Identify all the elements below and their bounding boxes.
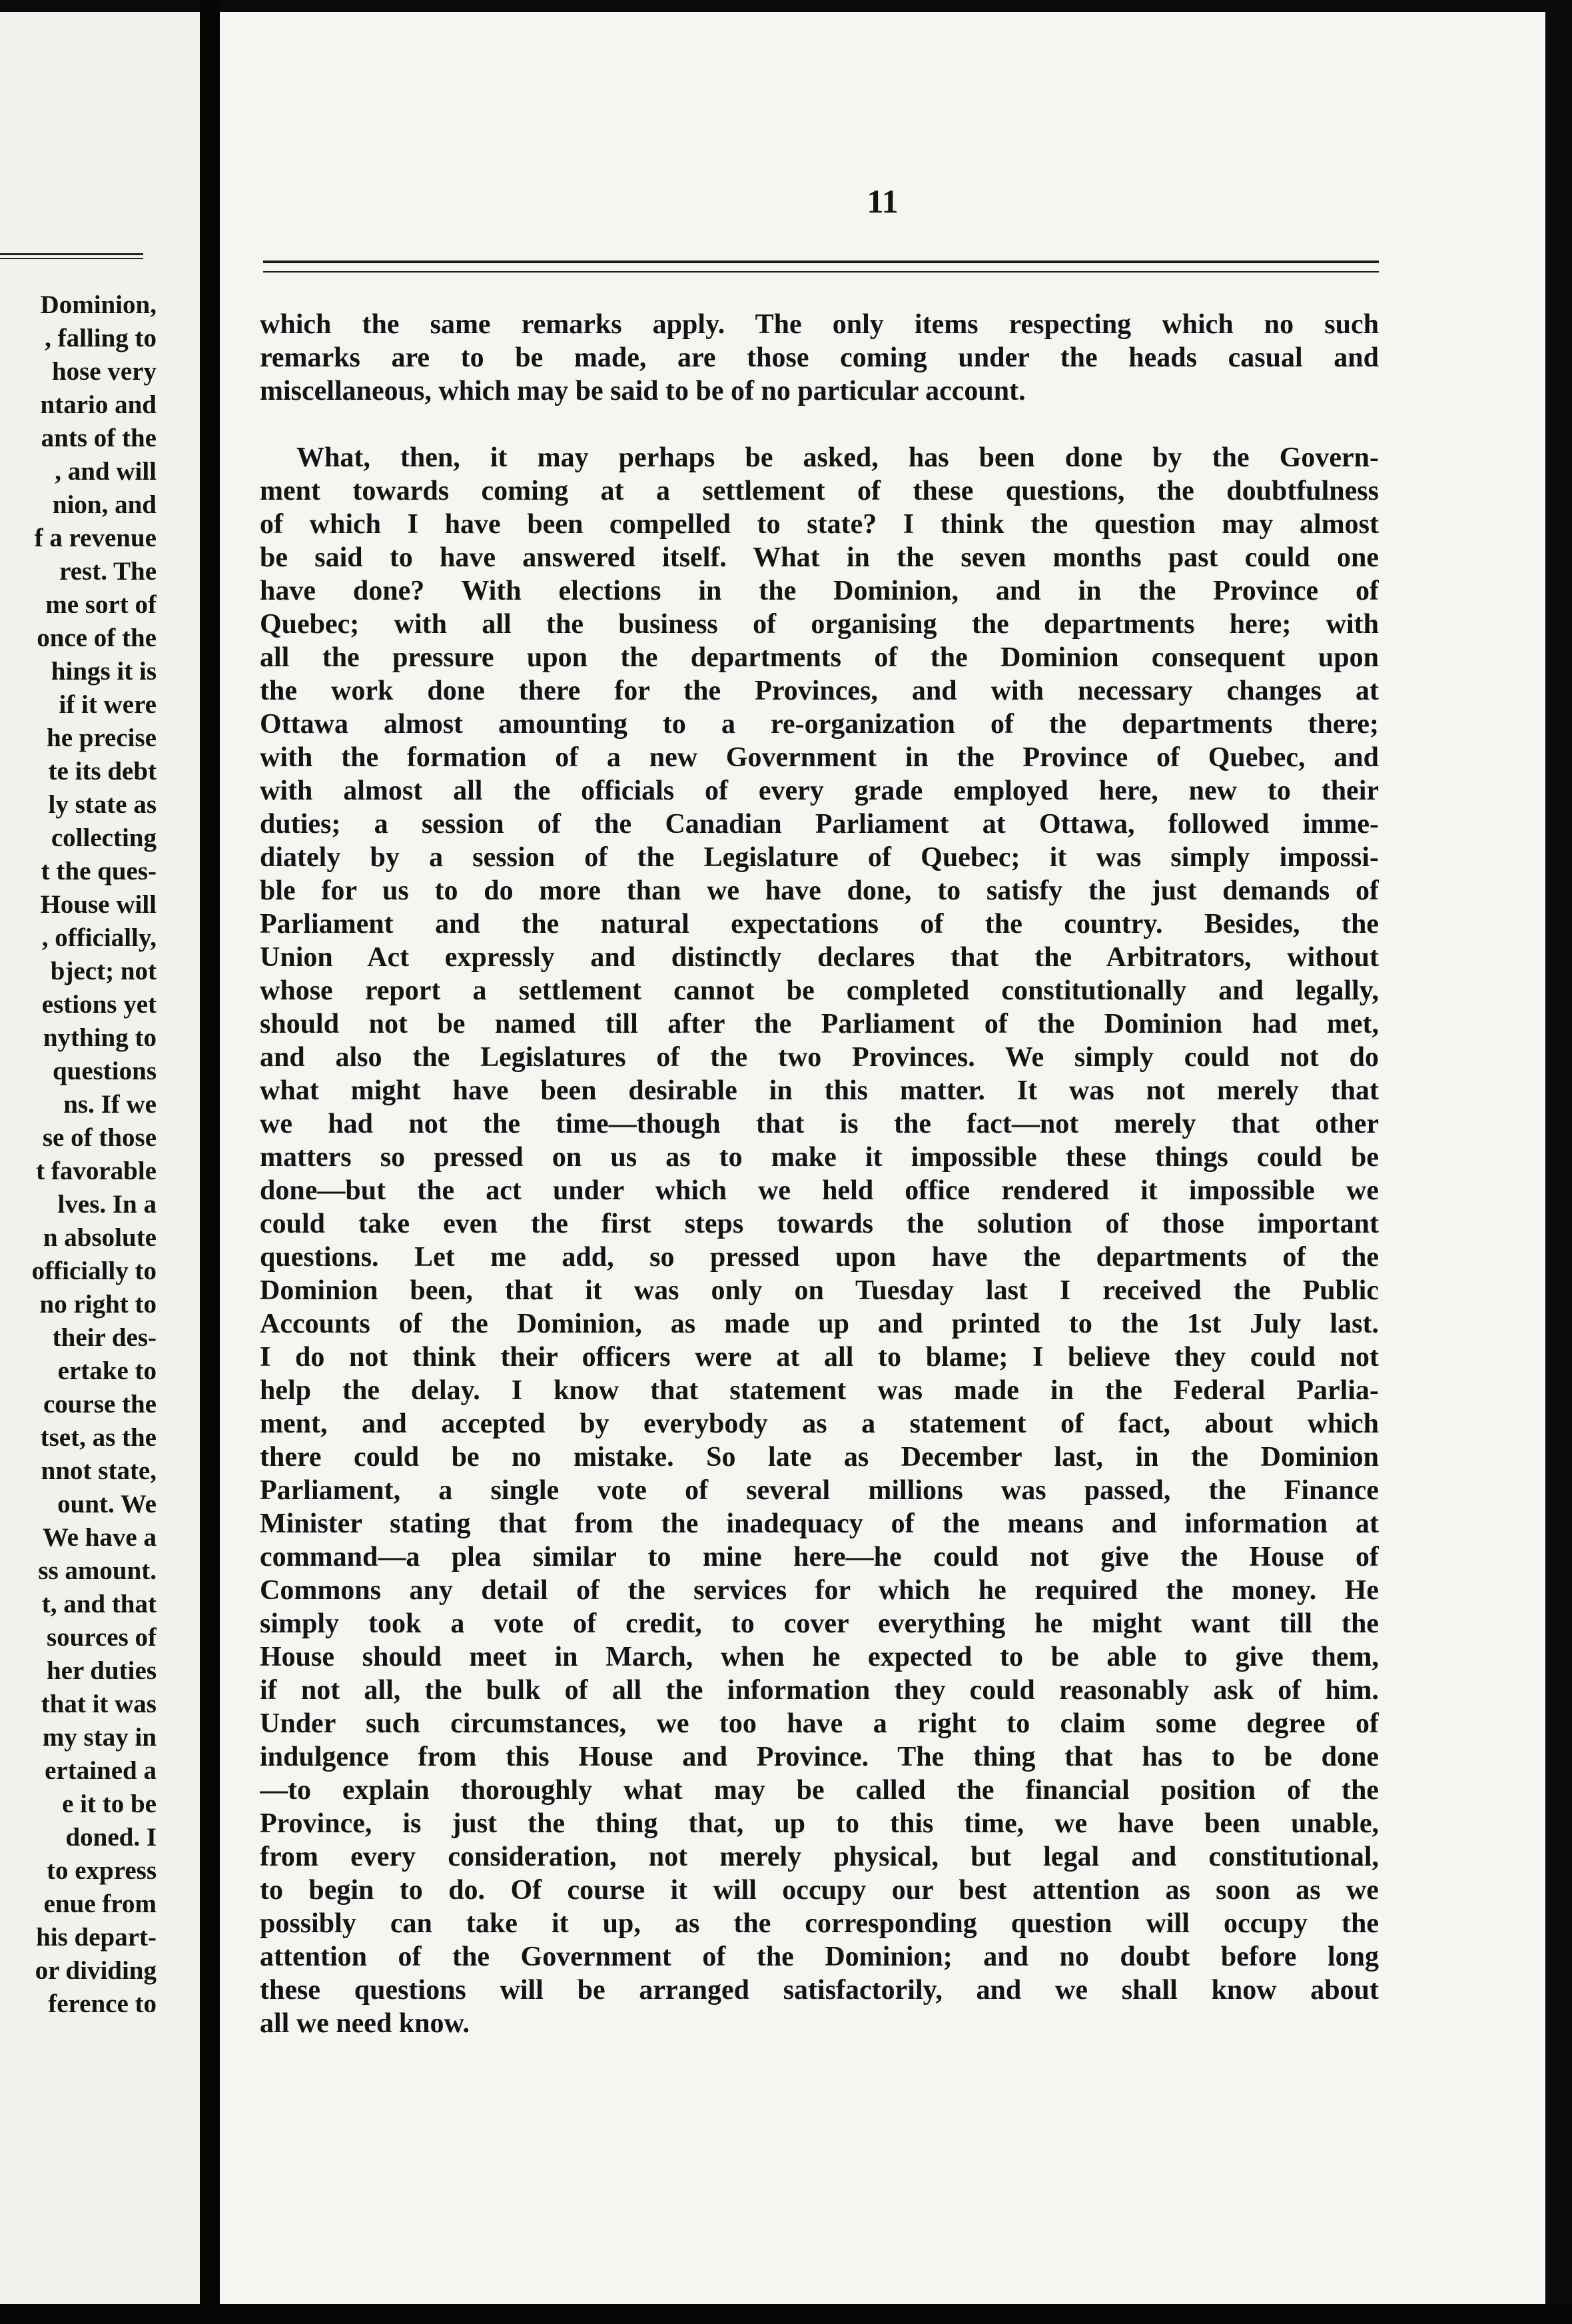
- text-line: Accounts of the Dominion, as made up and printed to the 1st July last.: [260, 1309, 1379, 1339]
- text-line: done—but the act under which we held office rendered it impossible we: [260, 1175, 1379, 1206]
- facing-page-line: ntario and: [40, 390, 157, 419]
- scan-border-right: [1545, 0, 1572, 2324]
- facing-page-line: ertained a: [45, 1756, 157, 1785]
- facing-page-line: once of the: [37, 624, 157, 652]
- facing-page-line: collecting: [51, 824, 157, 852]
- facing-page-line: sources of: [46, 1623, 157, 1652]
- facing-page-line: officially to: [31, 1257, 157, 1285]
- header-rule-thin: [263, 271, 1379, 273]
- facing-page-line: t, and that: [41, 1590, 157, 1618]
- facing-page-line: or dividing: [35, 1956, 157, 1985]
- facing-page-line: his depart-: [36, 1923, 157, 1952]
- page-number: 11: [867, 183, 899, 220]
- text-line: ment towards coming at a settlement of these questions, the doubtfulness: [260, 476, 1379, 506]
- text-line: with almost all the officials of every grade employed here, new to their: [260, 776, 1379, 806]
- text-line: Parliament, a single vote of several millions was passed, the Finance: [260, 1475, 1379, 1506]
- facing-page-line: Dominion,: [40, 290, 157, 319]
- facing-page-line: her duties: [46, 1656, 157, 1685]
- facing-page-line: nything to: [43, 1023, 157, 1052]
- text-line: Quebec; with all the business of organising the departments here; with: [260, 609, 1379, 640]
- facing-page-line: hings it is: [51, 657, 157, 686]
- text-line: there could be no mistake. So late as December last, in the Dominion: [260, 1442, 1379, 1472]
- text-line: what might have been desirable in this matter. It was not merely that: [260, 1075, 1379, 1106]
- text-line: could take even the first steps towards the solution of those important: [260, 1209, 1379, 1239]
- text-line: What, then, it may perhaps be asked, has been done by the Govern-: [296, 442, 1379, 473]
- facing-page-line: rest. The: [59, 557, 157, 586]
- text-line: help the delay. I know that statement was made in the Federal Parlia-: [260, 1375, 1379, 1406]
- text-line: questions. Let me add, so pressed upon have the departments of the: [260, 1242, 1379, 1273]
- text-line: be said to have answered itself. What in the seven months past could one: [260, 542, 1379, 573]
- facing-page-line: We have a: [42, 1523, 157, 1552]
- facing-page-line: no right to: [39, 1290, 157, 1319]
- facing-page-line: their des-: [52, 1323, 157, 1352]
- text-line: should not be named till after the Parliament of the Dominion had met,: [260, 1009, 1379, 1039]
- text-line: whose report a settlement cannot be completed constitutionally and legally,: [260, 975, 1379, 1006]
- text-line: from every consideration, not merely physical, but legal and constitutional,: [260, 1842, 1379, 1872]
- text-line: Under such circumstances, we too have a right to claim some degree of: [260, 1708, 1379, 1739]
- facing-page-line: doned. I: [65, 1823, 157, 1852]
- text-line: Province, is just the thing that, up to this time, we have been unable,: [260, 1808, 1379, 1839]
- text-line: we had not the time—though that is the fact—not merely that other: [260, 1109, 1379, 1139]
- text-line: all the pressure upon the departments of the Dominion consequent upon: [260, 642, 1379, 673]
- facing-page-line: nion, and: [52, 490, 157, 519]
- text-line: to begin to do. Of course it will occupy our best attention as soon as we: [260, 1875, 1379, 1906]
- facing-page-line: ns. If we: [63, 1090, 157, 1119]
- text-line: these questions will be arranged satisfactorily, and we shall know about: [260, 1975, 1379, 2006]
- facing-page-line: lves. In a: [57, 1190, 157, 1219]
- facing-page-line: ants of the: [41, 424, 157, 452]
- text-line: the work done there for the Provinces, and with necessary changes at: [260, 676, 1379, 706]
- scan-border-bottom: [0, 2304, 1572, 2324]
- facing-page-line: se of those: [42, 1123, 157, 1152]
- facing-page-line: questions: [52, 1057, 157, 1085]
- text-line: Commons any detail of the services for which he required the money. He: [260, 1575, 1379, 1606]
- header-rule: [263, 261, 1379, 263]
- facing-page-line: bject; not: [50, 957, 157, 985]
- facing-page-line: ount. We: [57, 1490, 157, 1518]
- facing-page-line: , officially,: [41, 923, 157, 952]
- text-line: I do not think their officers were at all to blame; I believe they could not: [260, 1342, 1379, 1373]
- text-line: duties; a session of the Canadian Parliament at Ottawa, followed imme-: [260, 809, 1379, 840]
- text-line: if not all, the bulk of all the information they could reasonably ask of him.: [260, 1675, 1379, 1706]
- facing-page-line: enue from: [43, 1890, 157, 1918]
- facing-page-line: House will: [40, 890, 157, 919]
- text-line: —to explain thoroughly what may be called the financial position of the: [260, 1775, 1379, 1806]
- paragraph-spacer: [260, 408, 1379, 441]
- text-line: diately by a session of the Legislature of Quebec; it was simply impossi-: [260, 842, 1379, 873]
- facing-page-line: , and will: [55, 457, 157, 486]
- facing-page-line: ference to: [48, 1990, 157, 2018]
- paragraph: [260, 441, 1379, 2040]
- text-line: Parliament and the natural expectations of the country. Besides, the: [260, 909, 1379, 939]
- facing-page-line: f a revenue: [34, 524, 157, 552]
- facing-page-line: that it was: [41, 1690, 157, 1718]
- text-line: Minister stating that from the inadequacy of the means and information at: [260, 1508, 1379, 1539]
- text-line: miscellaneous, which may be said to be of no particular account.: [260, 376, 1026, 406]
- text-line: indulgence from this House and Province. The thing that has to be done: [260, 1742, 1379, 1772]
- text-line: possibly can take it up, as the corresponding question will occupy the: [260, 1908, 1379, 1939]
- text-line: of which I have been compelled to state? I think the question may almost: [260, 509, 1379, 540]
- text-line: and also the Legislatures of the two Provinces. We simply could not do: [260, 1042, 1379, 1073]
- facing-page-line: ly state as: [48, 790, 157, 819]
- text-line: attention of the Government of the Dominion; and no doubt before long: [260, 1942, 1379, 1972]
- text-line: House should meet in March, when he expected to be able to give them,: [260, 1642, 1379, 1672]
- paragraph: [260, 308, 1379, 408]
- text-line: matters so pressed on us as to make it impossible these things could be: [260, 1142, 1379, 1173]
- text-line: Union Act expressly and distinctly declares that the Arbitrators, without: [260, 942, 1379, 973]
- facing-page-line: me sort of: [45, 590, 157, 619]
- text-line: all we need know.: [260, 2008, 470, 2039]
- text-line: ment, and accepted by everybody as a statement of fact, about which: [260, 1409, 1379, 1439]
- facing-page-text: [0, 289, 157, 2021]
- facing-page-line: if it were: [59, 690, 157, 719]
- facing-page-line: t the ques-: [41, 857, 157, 885]
- facing-page-line: my stay in: [42, 1723, 157, 1752]
- facing-page-line: te its debt: [48, 757, 157, 786]
- facing-page-line: hose very: [51, 357, 157, 386]
- document-page: [220, 12, 1545, 2304]
- text-line: Dominion been, that it was only on Tuesday last I received the Public: [260, 1275, 1379, 1306]
- text-line: Ottawa almost amounting to a re-organization of the departments there;: [260, 709, 1379, 740]
- body-text: [260, 308, 1379, 2040]
- facing-page-line: tset, as the: [40, 1423, 157, 1452]
- text-line: remarks are to be made, are those coming under the heads casual and: [260, 342, 1379, 373]
- facing-page-line: t favorable: [36, 1157, 157, 1185]
- facing-page-line: he precise: [47, 724, 157, 752]
- facing-page-line: course the: [43, 1390, 157, 1419]
- facing-page-header-rule: [0, 253, 143, 259]
- facing-page-line: to express: [46, 1856, 157, 1885]
- facing-page-line: ss amount.: [38, 1556, 157, 1585]
- text-line: command—a plea similar to mine here—he could not give the House of: [260, 1542, 1379, 1572]
- facing-page-line: ertake to: [57, 1357, 157, 1385]
- text-line: which the same remarks apply. The only items respecting which no such: [260, 309, 1379, 340]
- text-line: with the formation of a new Government in the Province of Quebec, and: [260, 742, 1379, 773]
- facing-page-line: n absolute: [43, 1223, 157, 1252]
- facing-page-line: estions yet: [41, 990, 157, 1019]
- facing-page-line: , falling to: [45, 324, 157, 352]
- text-line: have done? With elections in the Dominion, and in the Province of: [260, 576, 1379, 606]
- facing-page-left: [0, 12, 200, 2304]
- facing-page-line: e it to be: [62, 1790, 157, 1818]
- text-line: simply took a vote of credit, to cover everything he might want till the: [260, 1608, 1379, 1639]
- facing-page-line: nnot state,: [41, 1456, 157, 1485]
- text-line: ble for us to do more than we have done, to satisfy the just demands of: [260, 875, 1379, 906]
- page-gutter: [200, 0, 220, 2324]
